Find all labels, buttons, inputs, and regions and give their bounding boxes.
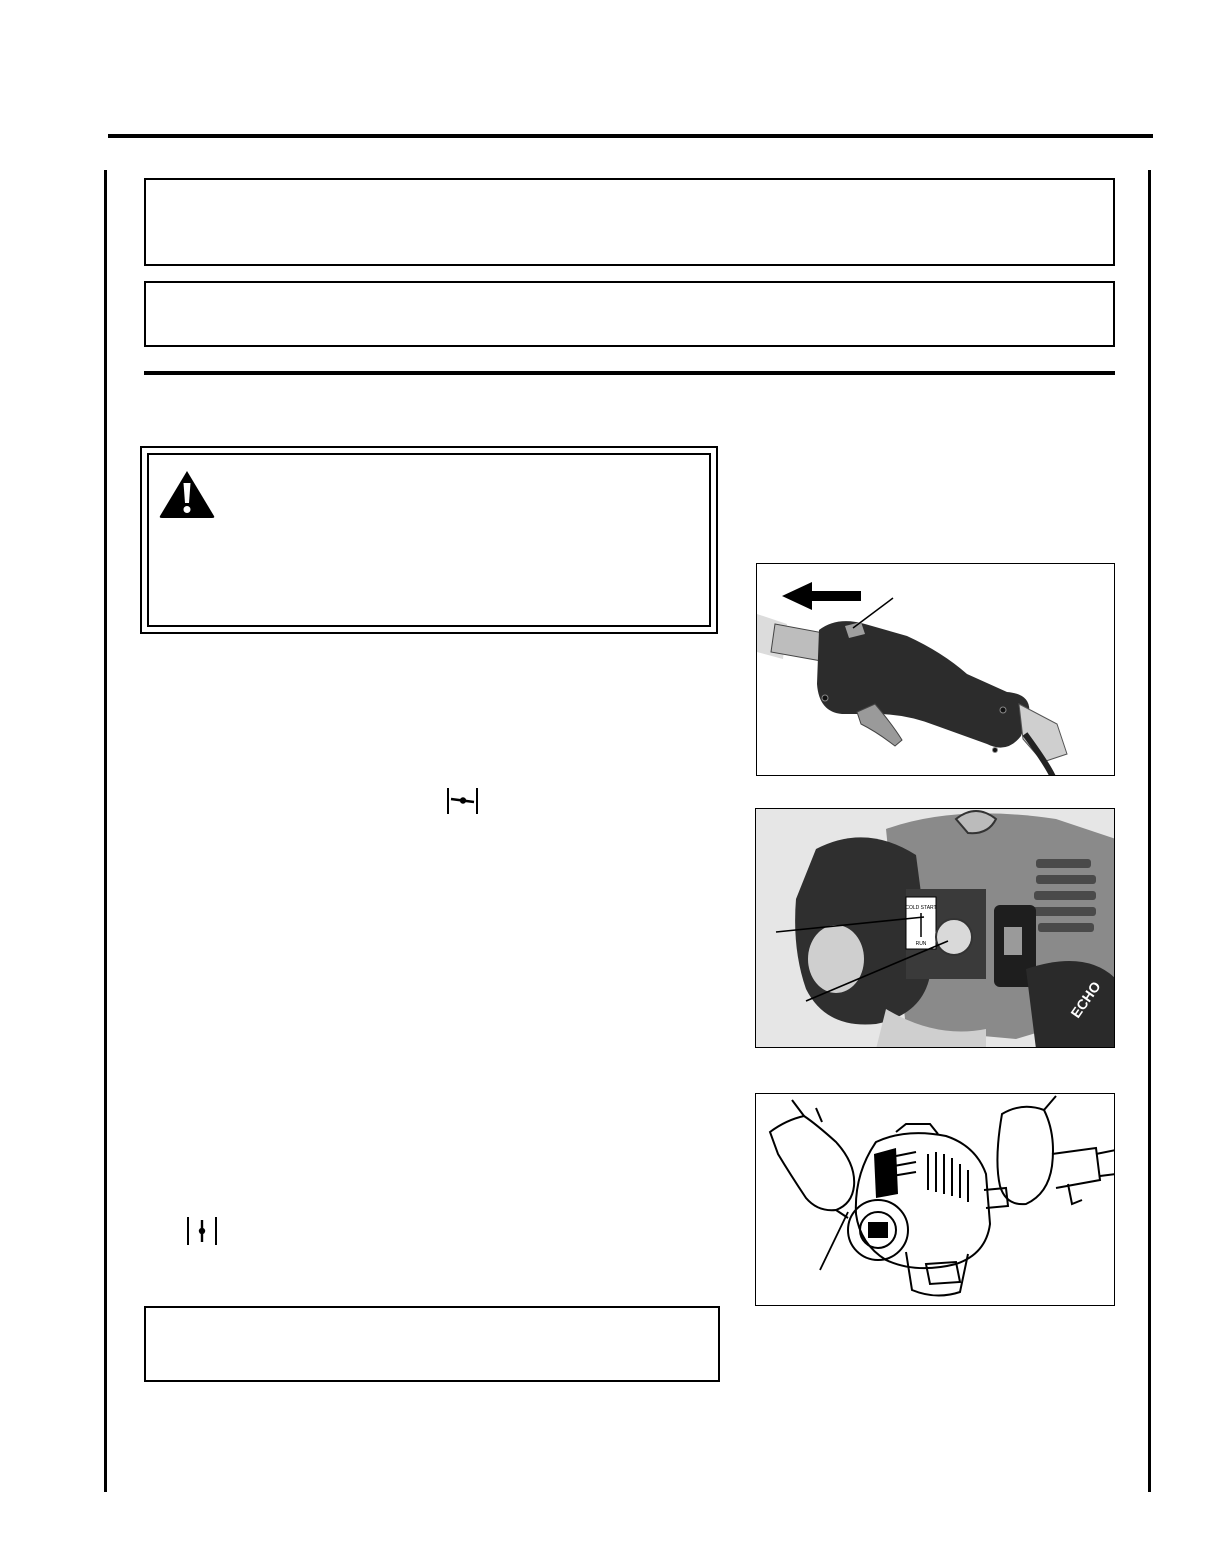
left-arrow-icon [782, 582, 861, 610]
choke-label-top: COLD START [905, 905, 937, 911]
section-rule [144, 371, 1115, 375]
choke-closed-symbol-icon [447, 788, 478, 814]
warning-triangle-icon [158, 469, 216, 519]
top-rule [108, 134, 1153, 138]
choke-open-symbol-icon [187, 1217, 217, 1245]
carburetor-figure [755, 808, 1115, 1048]
note-box [144, 1306, 720, 1382]
notice-box-1 [144, 178, 1115, 266]
brand-label: ECHO [1067, 978, 1104, 1021]
notice-box-2 [144, 281, 1115, 347]
warning-box [147, 453, 711, 627]
choke-label-bottom: RUN [915, 941, 927, 947]
recoil-start-figure [755, 1093, 1115, 1306]
right-margin-line [1148, 170, 1151, 1492]
left-margin-line [104, 170, 107, 1492]
throttle-handle-figure [756, 563, 1115, 776]
